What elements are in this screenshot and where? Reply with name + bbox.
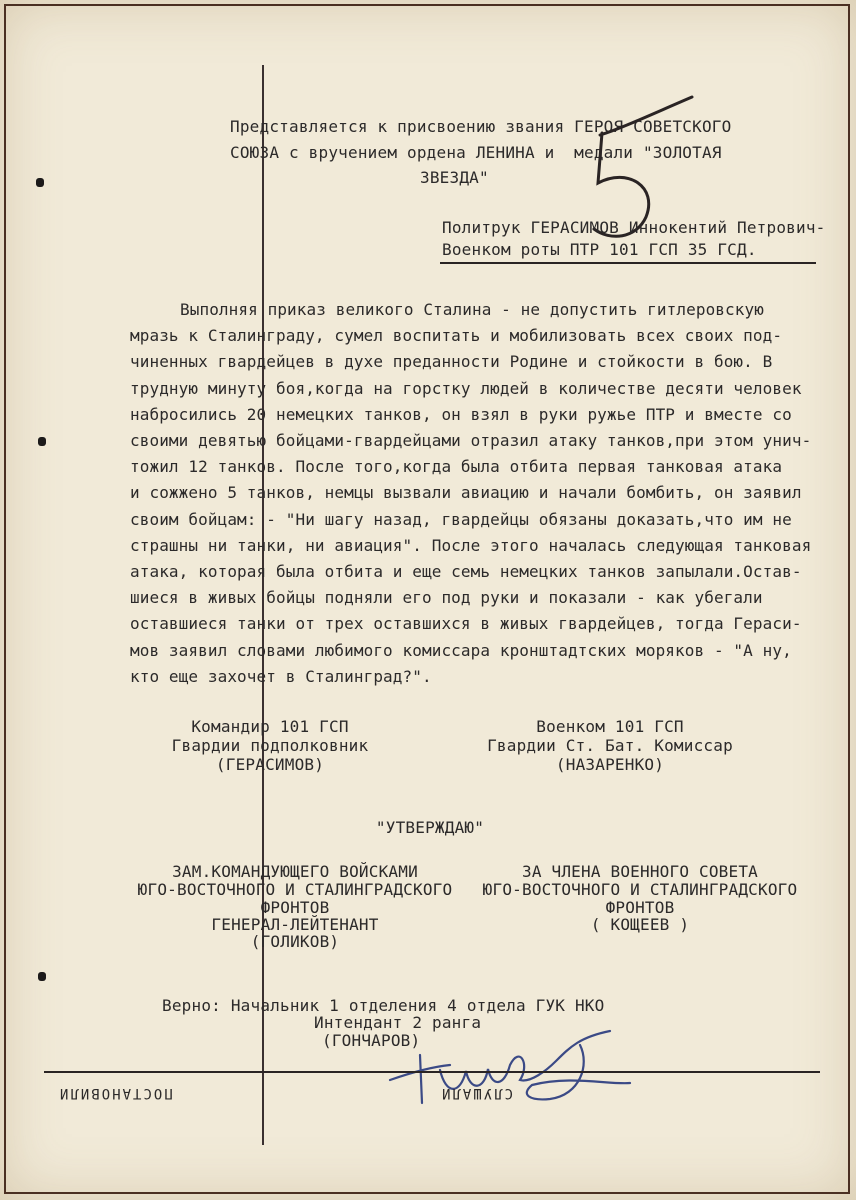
recipient-line-1: Политрук ГЕРАСИМОВ Иннокентий Петрович- (442, 218, 826, 237)
body-line: шиеся в живых бойцы подняли его под руки и показали - как убегали (130, 588, 763, 607)
header-line-1: Представляется к присвоению звания ГЕРОЯ СОВЕТСКОГО (230, 117, 732, 136)
approve-heading: "УТВЕРЖДАЮ" (375, 818, 485, 837)
approver-left-name: (ГОЛИКОВ) (250, 932, 340, 951)
body-line: атака, которая была отбита и еще семь немецких танков запылали.Остав- (130, 562, 802, 581)
body-line: тожил 12 танков. После того,когда была отбита первая танковая атака (130, 457, 783, 476)
body-line: своим бойцам: - "Ни шагу назад, гвардейцы обязаны доказать,что им не (130, 510, 792, 529)
body-line: мразь к Сталинграду, сумел воспитать и мобилизовать всех своих под- (130, 326, 783, 345)
body-line: и сожжено 5 танков, немцы вызвали авиацию и начали бомбить, он заявил (130, 483, 802, 502)
approver-right-line-2: ЮГО-ВОСТОЧНОГО И СТАЛИНГРАДСКОГО (482, 880, 798, 899)
commander-title: Командир 101 ГСП (191, 717, 349, 736)
body-line: Выполняя приказ великого Сталина - не допустить гитлеровскую (180, 300, 764, 319)
body-line: трудную минуту боя,когда на горстку людей в количестве десяти человек (130, 379, 802, 398)
commissar-title: Военком 101 ГСП (536, 717, 684, 736)
binder-hole (38, 437, 46, 446)
binder-hole (38, 972, 46, 981)
body-line: кто еще захочет в Сталинград?". (130, 667, 432, 686)
commissar-rank: Гвардии Ст. Бат. Комиссар (487, 736, 733, 755)
approver-left-line-3: ФРОНТОВ (260, 898, 330, 917)
certified-line-2: Интендант 2 ранга (314, 1013, 482, 1032)
body-line: чиненных гвардейцев в духе преданности Родине и стойкости в бою. В (130, 352, 773, 371)
approver-right-line-1: ЗА ЧЛЕНА ВОЕННОГО СОВЕТА (522, 862, 758, 881)
body-line: страшны ни танки, ни авиация". После этого началась следующая танковая (130, 536, 812, 555)
certified-line-1: Верно: Начальник 1 отделения 4 отдела ГУК НКО (162, 996, 605, 1015)
body-line: мов заявил словами любимого комиссара кронштадтских моряков - "А ну, (130, 641, 792, 660)
footer-rule (44, 1071, 820, 1073)
body-line: своими девятью бойцами-гвардейцами отразил атаку танков,при этом унич- (130, 431, 812, 450)
commander-rank: Гвардии подполковник (171, 736, 369, 755)
commissar-name: (НАЗАРЕНКО) (555, 755, 665, 774)
body-line: набросились 20 немецких танков, он взял в руки ружье ПТР и вместе со (130, 405, 792, 424)
approver-right-line-3: ФРОНТОВ (605, 898, 675, 917)
approver-right-name: ( КОЩЕЕВ ) (590, 915, 690, 934)
header-line-2: СОЮЗА с вручением ордена ЛЕНИНА и медали "ЗОЛОТАЯ (230, 143, 722, 162)
commander-name: (ГЕРАСИМОВ) (215, 755, 325, 774)
recipient-line-2: Военком роты ПТР 101 ГСП 35 ГСД. (442, 240, 757, 259)
approver-left-line-1: ЗАМ.КОМАНДУЮЩЕГО ВОЙСКАМИ (172, 862, 418, 881)
binder-hole (36, 178, 44, 187)
footer-left-label: ПОСТАНОВИЛИ (58, 1085, 173, 1101)
body-line: оставшиеся танки от трех оставшихся в живых гвардейцев, тогда Гераси- (130, 614, 802, 633)
header-line-3: ЗВЕЗДА" (420, 168, 489, 187)
approver-left-line-4: ГЕНЕРАЛ-ЛЕЙТЕНАНТ (211, 915, 379, 934)
footer-right-label: СЛУШАЛИ (440, 1085, 514, 1101)
recipient-underline (440, 262, 816, 264)
approver-left-line-2: ЮГО-ВОСТОЧНОГО И СТАЛИНГРАДСКОГО (137, 880, 453, 899)
certified-name: (ГОНЧАРОВ) (322, 1031, 421, 1050)
